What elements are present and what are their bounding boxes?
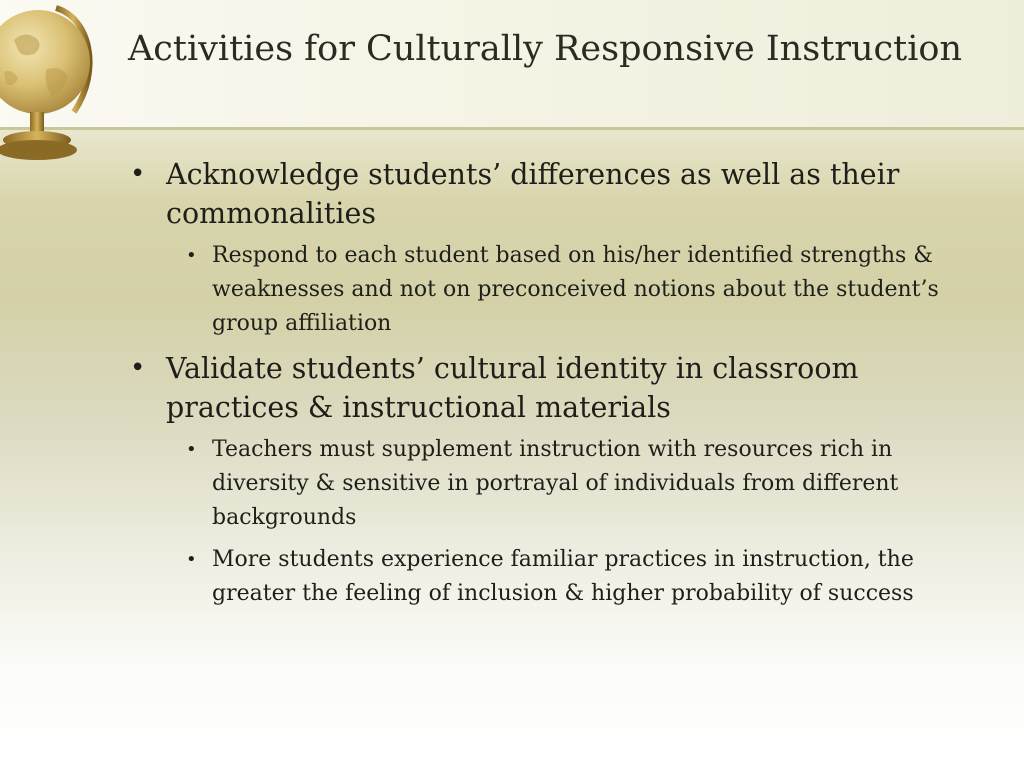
title-divider bbox=[0, 127, 1024, 130]
bullet-item bbox=[128, 155, 978, 233]
sub-bullet-text: More students experience familiar practices in instruction, the greater the feeling of inclusion & higher probability of success bbox=[212, 547, 914, 606]
bullet-text: Validate students’ cultural identity in classroom practices & instructional materials bbox=[166, 352, 859, 424]
sub-bullet-marker: • bbox=[186, 245, 197, 266]
bullet-list bbox=[128, 155, 978, 619]
sub-bullet-marker: • bbox=[186, 549, 197, 570]
sub-bullet-marker: • bbox=[186, 439, 197, 460]
sub-bullet-item bbox=[166, 543, 978, 611]
sub-bullet-item bbox=[166, 239, 978, 341]
bullet-marker: • bbox=[130, 159, 146, 189]
sub-bullet-item bbox=[166, 433, 978, 535]
bullet-text: Acknowledge students’ differences as well as their commonalities bbox=[166, 158, 900, 230]
sub-bullet-text: Teachers must supplement instruction with resources rich in diversity & sensitive in portrayal of individuals from different backgrounds bbox=[212, 437, 899, 530]
sub-bullet-text: Respond to each student based on his/her identified strengths & weaknesses and not on preconceived notions about the student’s group affiliation bbox=[212, 243, 939, 336]
slide-title: Activities for Culturally Responsive Instruction bbox=[128, 29, 963, 69]
globe-icon bbox=[0, 0, 104, 170]
bullet-marker: • bbox=[130, 353, 146, 383]
bullet-item bbox=[128, 349, 978, 427]
